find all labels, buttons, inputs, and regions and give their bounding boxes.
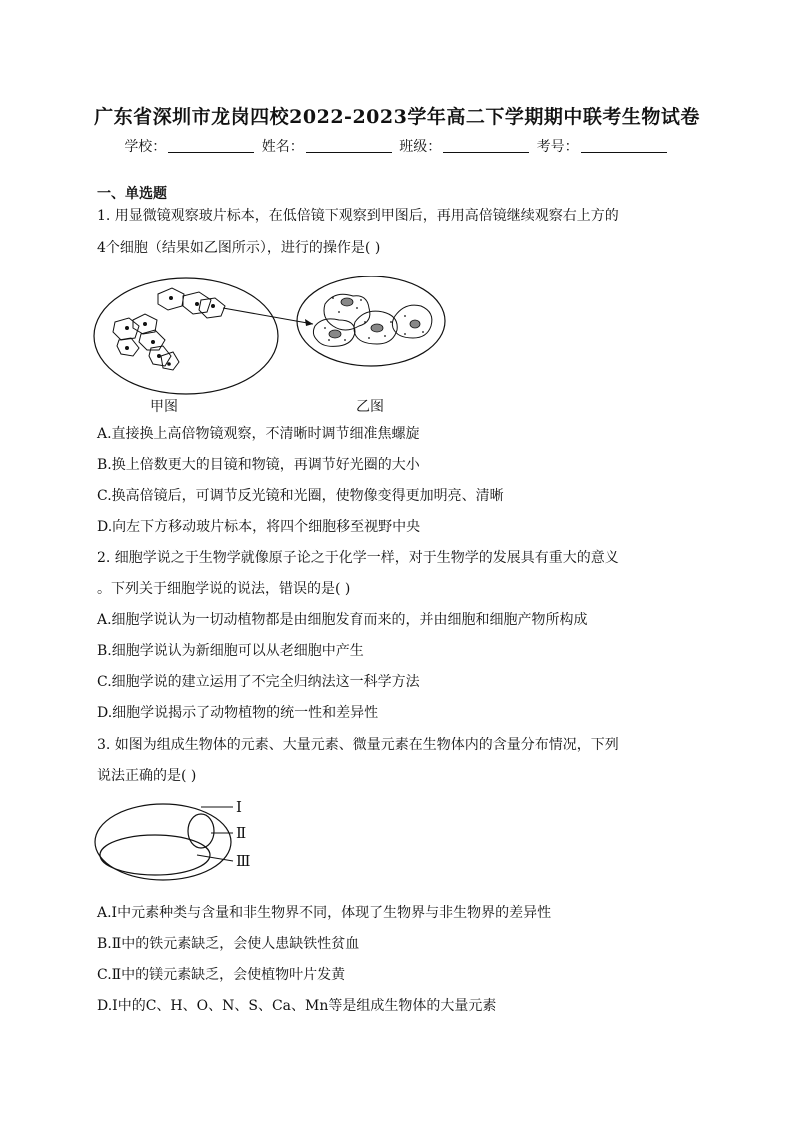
- number-blank[interactable]: [581, 138, 667, 153]
- q3-stem-line-1: 3. 如图为组成生物体的元素、大量元素、微量元素在生物体内的含量分布情况，下列: [97, 737, 619, 753]
- q2-stem-line-1: 2. 细胞学说之于生物学就像原子论之于化学一样，对于生物学的发展具有重大的意义: [97, 550, 619, 566]
- q1-option-b[interactable]: B.换上倍数更大的目镜和物镜，再调节好光圈的大小: [97, 457, 420, 473]
- label-I: Ⅰ: [236, 798, 242, 816]
- section-heading: 一、单选题: [97, 186, 167, 202]
- figure-label-jia: 甲图: [150, 399, 178, 415]
- label-III: Ⅲ: [236, 852, 251, 870]
- q2-option-a[interactable]: A.细胞学说认为一切动植物都是由细胞发育而来的，并由细胞和细胞产物所构成: [97, 612, 588, 628]
- q3-option-d[interactable]: D.Ⅰ中的C、H、O、N、S、Ca、Mn等是组成生物体的大量元素: [97, 998, 497, 1014]
- label-II: Ⅱ: [236, 824, 247, 842]
- arrow-head: [305, 319, 313, 326]
- q1-option-d[interactable]: D.向左下方移动玻片标本，将四个细胞移至视野中央: [97, 519, 421, 535]
- q1-stem-line-1: 1. 用显微镜观察玻片标本，在低倍镜下观察到甲图后，再用高倍镜继续观察右上方的: [97, 208, 619, 224]
- school-blank[interactable]: [168, 138, 254, 153]
- q3-option-c[interactable]: C.Ⅱ中的镁元素缺乏，会使植物叶片发黄: [97, 967, 346, 983]
- small-ellipse-II: [188, 814, 214, 848]
- q3-option-a[interactable]: A.Ⅰ中元素种类与含量和非生物界不同，体现了生物界与非生物界的差异性: [97, 905, 552, 921]
- name-label: 姓名：: [261, 139, 304, 155]
- q1-stem-line-2: 4个细胞（结果如乙图所示），进行的操作是( ): [97, 240, 381, 256]
- high-power-field: [297, 276, 445, 366]
- q1-option-a[interactable]: A.直接换上高倍物镜观察，不清晰时调节细准焦螺旋: [97, 426, 420, 442]
- q2-option-c[interactable]: C.细胞学说的建立运用了不完全归纳法这一科学方法: [97, 674, 420, 690]
- name-blank[interactable]: [306, 138, 392, 153]
- low-power-cells: [113, 288, 225, 370]
- q2-option-d[interactable]: D.细胞学说揭示了动物植物的统一性和差异性: [97, 705, 379, 721]
- class-label: 班级：: [399, 139, 442, 155]
- q2-stem-line-2: 。下列关于细胞学说的说法，错误的是( ): [97, 581, 351, 597]
- microscope-figure: [93, 276, 449, 416]
- class-blank[interactable]: [443, 138, 529, 153]
- q1-option-c[interactable]: C.换高倍镜后，可调节反光镜和光圈，使物像变得更加明亮、清晰: [97, 488, 504, 504]
- high-power-nuclei: [329, 298, 420, 338]
- q3-option-b[interactable]: B.Ⅱ中的铁元素缺乏，会使人患缺铁性贫血: [97, 936, 360, 952]
- school-label: 学校：: [124, 139, 167, 155]
- page-title: 广东省深圳市龙岗四校2022-2023学年高二下学期期中联考生物试卷: [94, 106, 700, 128]
- figure-label-yi: 乙图: [356, 399, 384, 415]
- inner-ellipse-III: [100, 835, 210, 875]
- student-info-row: [0, 136, 794, 156]
- q2-option-b[interactable]: B.细胞学说认为新细胞可以从老细胞中产生: [97, 643, 364, 659]
- number-label: 考号：: [536, 139, 579, 155]
- leader-line-III: [197, 855, 233, 861]
- q3-stem-line-2: 说法正确的是( ): [97, 768, 197, 784]
